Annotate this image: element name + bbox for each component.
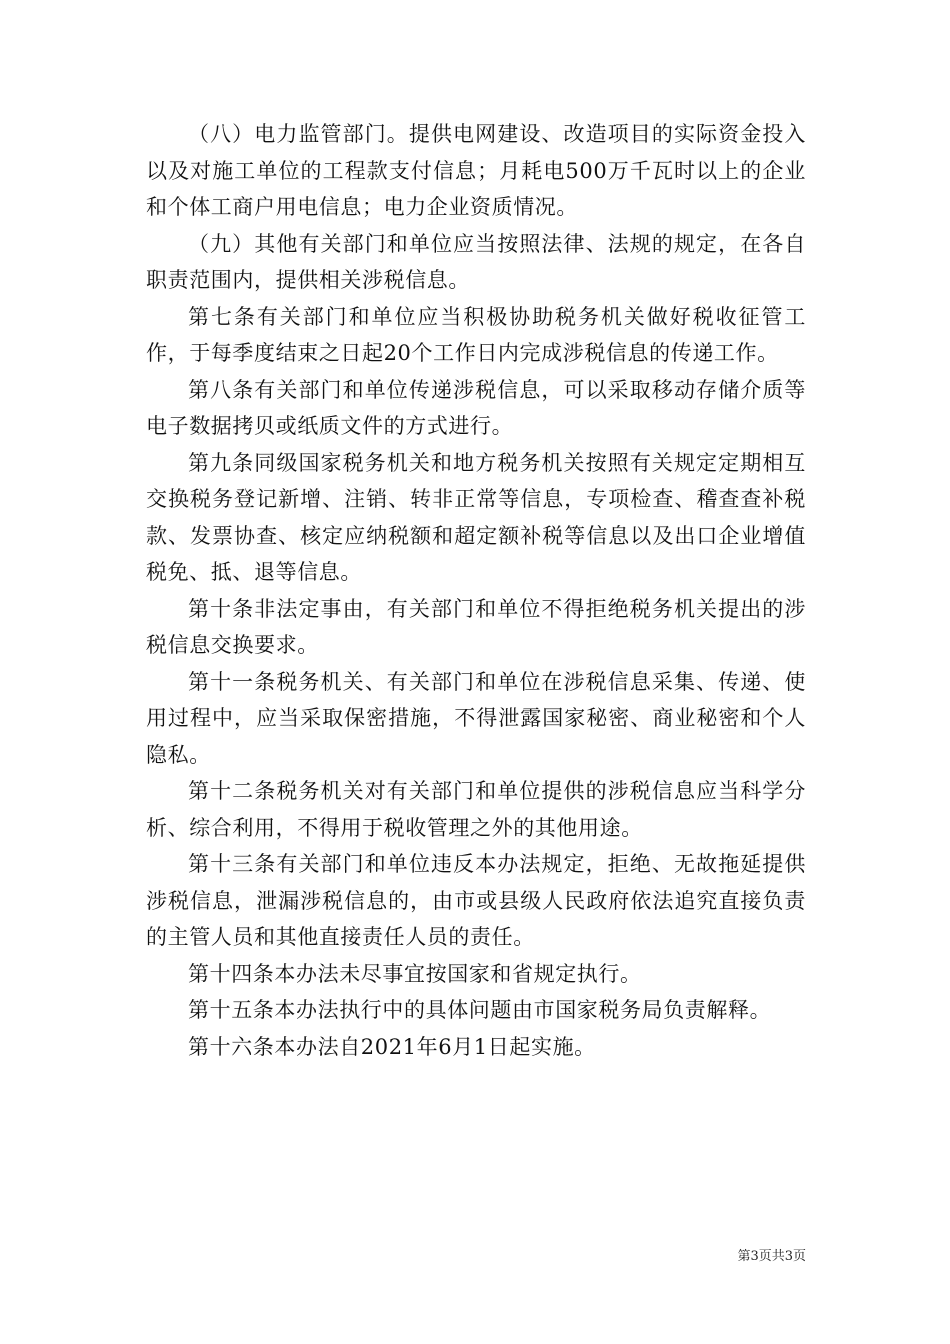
article-15: 第十五条本办法执行中的具体问题由市国家税务局负责解释。 xyxy=(188,998,772,1022)
paragraph-item-9: （九）其他有关部门和单位应当按照法律、法规的规定，在各自职责范围内，提供相关涉税信息。 xyxy=(146,231,806,292)
page-number-footer: 第3页共3页 xyxy=(737,1249,806,1264)
article-10: 第十条非法定事由，有关部门和单位不得拒绝税务机关提出的涉税信息交换要求。 xyxy=(146,596,806,657)
paragraph-item-8: （八）电力监管部门。提供电网建设、改造项目的实际资金投入以及对施工单位的工程款支付信息；月耗电500万千瓦时以上的企业和个体工商户用电信息；电力企业资质情况。 xyxy=(146,122,806,219)
article-9: 第九条同级国家税务机关和地方税务机关按照有关规定定期相互交换税务登记新增、注销、转非正常等信息，专项检查、稽查查补税款、发票协查、核定应纳税额和超定额补税等信息以及出口企业增值税免、抵、退等信息。 xyxy=(146,450,806,584)
article-13: 第十三条有关部门和单位违反本办法规定，拒绝、无故拖延提供涉税信息，泄漏涉税信息的，由市或县级人民政府依法追究直接负责的主管人员和其他直接责任人员的责任。 xyxy=(146,852,806,949)
article-7: 第七条有关部门和单位应当积极协助税务机关做好税收征管工作，于每季度结束之日起20个工作日内完成涉税信息的传递工作。 xyxy=(146,304,806,365)
article-14: 第十四条本办法未尽事宜按国家和省规定执行。 xyxy=(188,961,642,986)
article-8: 第八条有关部门和单位传递涉税信息，可以采取移动存储介质等电子数据拷贝或纸质文件的方式进行。 xyxy=(146,377,806,438)
article-16: 第十六条本办法自2021年6月1日起实施。 xyxy=(188,1034,596,1059)
article-11: 第十一条税务机关、有关部门和单位在涉税信息采集、传递、使用过程中，应当采取保密措施，不得泄露国家秘密、商业秘密和个人隐私。 xyxy=(146,669,806,767)
document-body xyxy=(146,116,806,1065)
article-12: 第十二条税务机关对有关部门和单位提供的涉税信息应当科学分析、综合利用，不得用于税收管理之外的其他用途。 xyxy=(146,779,806,840)
